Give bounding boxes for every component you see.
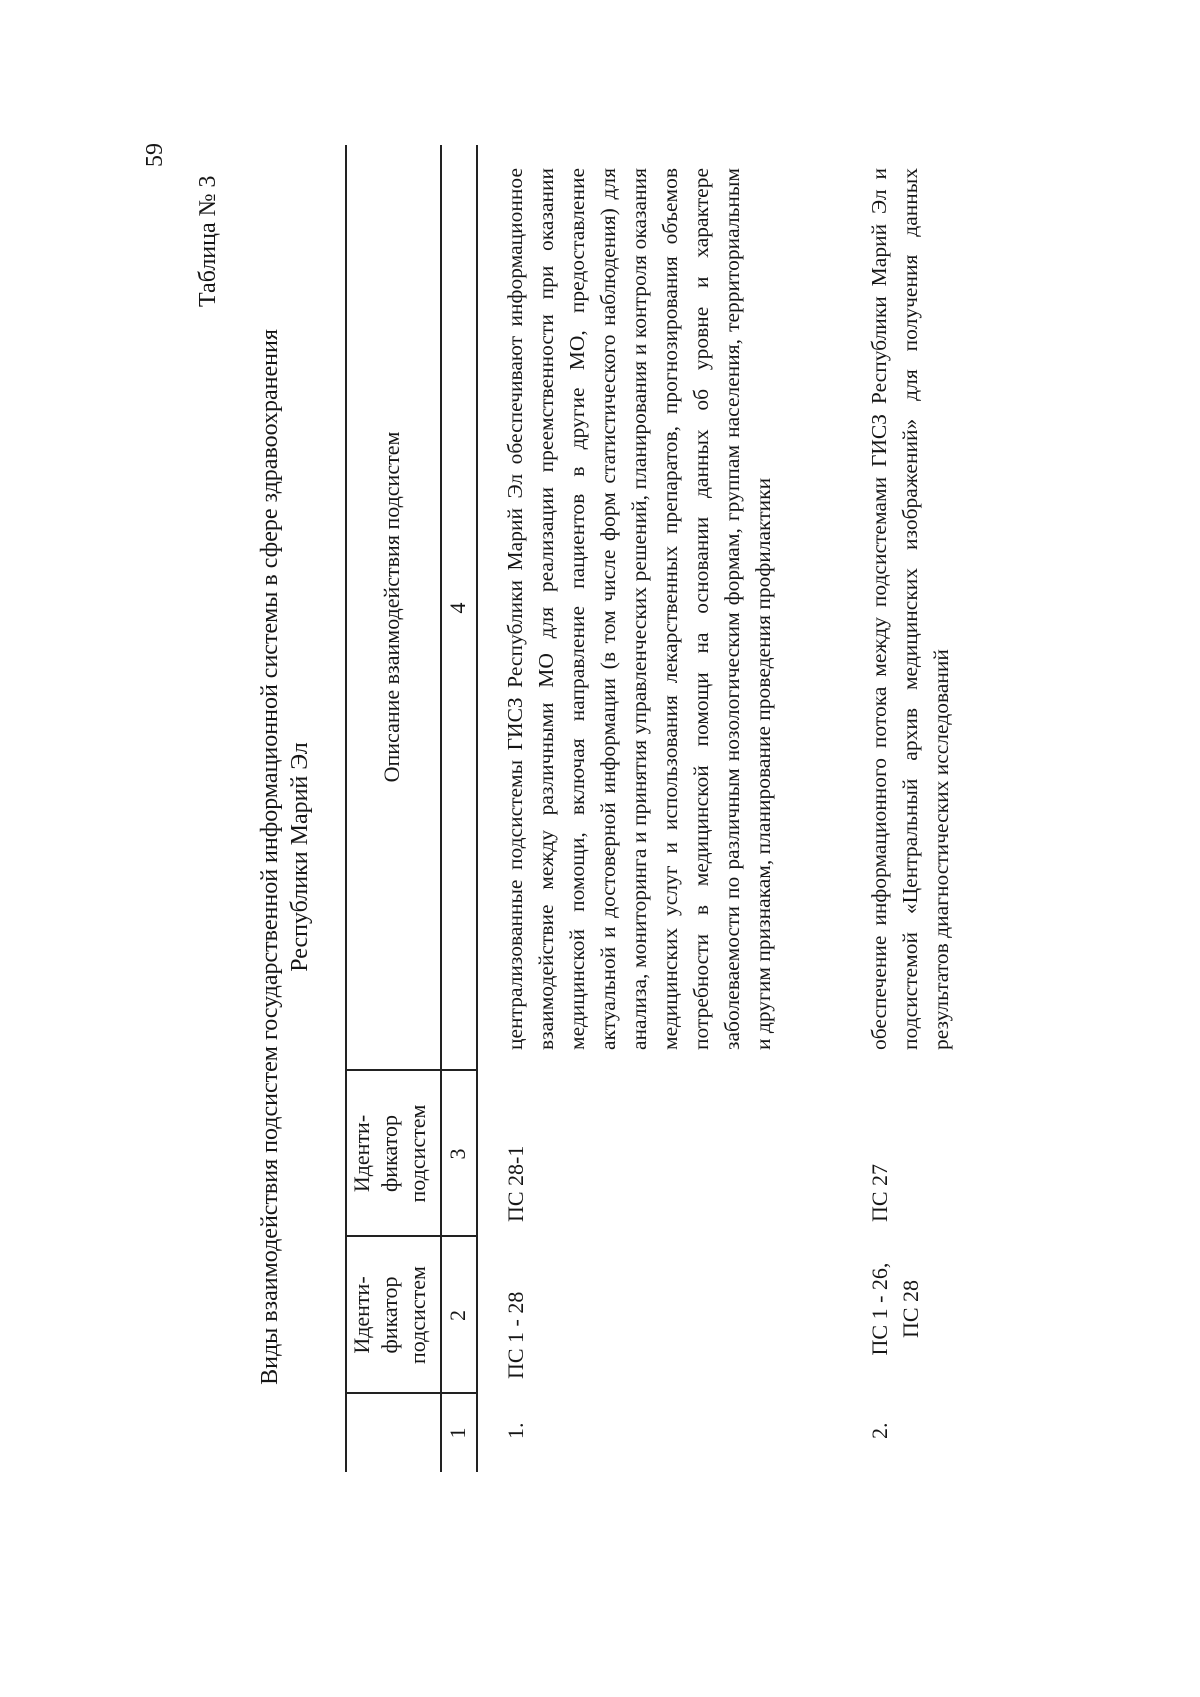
document-title-line1: Виды взаимодействия подсистем государственной информационной системы в сфере здравоохранения: [257, 329, 283, 1385]
table-top-border: [345, 145, 347, 1472]
header-identifier-to: [348, 1072, 432, 1235]
document-title: [255, 77, 335, 1637]
row-number: 2.: [867, 1422, 892, 1439]
header-identifier-to-text: Иденти- фикатор подсистем: [349, 1104, 430, 1203]
row-identifier-to: ПС 28-1: [503, 1145, 528, 1222]
document-title-line2: Республики Марий Эл: [287, 742, 313, 972]
row-number: 1.: [503, 1422, 528, 1439]
row-identifier-to: ПС 27: [867, 1163, 892, 1222]
column-number-4: 4: [445, 602, 470, 614]
column-number-2: 2: [445, 1310, 470, 1321]
row-description: обеспечение информационного потока между подсистемами ГИСЗ Республики Марий Эл и подсистемой «Центральный архив медицинских изображений» для получения данных результатов диагностических исследований: [867, 168, 953, 1050]
table-numbers-divider: [476, 145, 478, 1472]
column-number-1: 1: [445, 1427, 470, 1439]
table-label: Таблица № 3: [195, 175, 221, 307]
header-identifier-from: [348, 1238, 432, 1392]
table-header-divider: [440, 145, 442, 1472]
header-identifier-from-text: Иденти- фикатор подсистем: [349, 1266, 430, 1364]
row-identifier-from: ПС 1 - 26, ПС 28: [867, 1262, 923, 1356]
header-description: [378, 145, 406, 1069]
row-description: централизованные подсистемы ГИСЗ Республики Марий Эл обеспечивают информационное взаимодействие между различными МО для реализации преемственности при оказании медицинской помощи, включая направление пациентов в другие МО, предоставление актуальной и достоверной информации (в том числе форм статистического наблюдения) для анализа, мониторинга и принятия управленческих решений, планирования и контроля оказания медицинских услуг и использования лекарственных препаратов, прогнозирования объемов потребности в медицинской помощи на основании данных об уровне и характере заболеваемости по различным нозологическим формам, группам населения, территориальным и другим признакам, планирование проведения профилактики: [503, 168, 775, 1050]
column-number-3: 3: [445, 1148, 470, 1160]
header-description-text: Описание взаимодействия подсистем: [379, 431, 404, 783]
page-number: 59: [142, 143, 168, 167]
row-identifier-from: ПС 1 - 28: [503, 1291, 528, 1379]
